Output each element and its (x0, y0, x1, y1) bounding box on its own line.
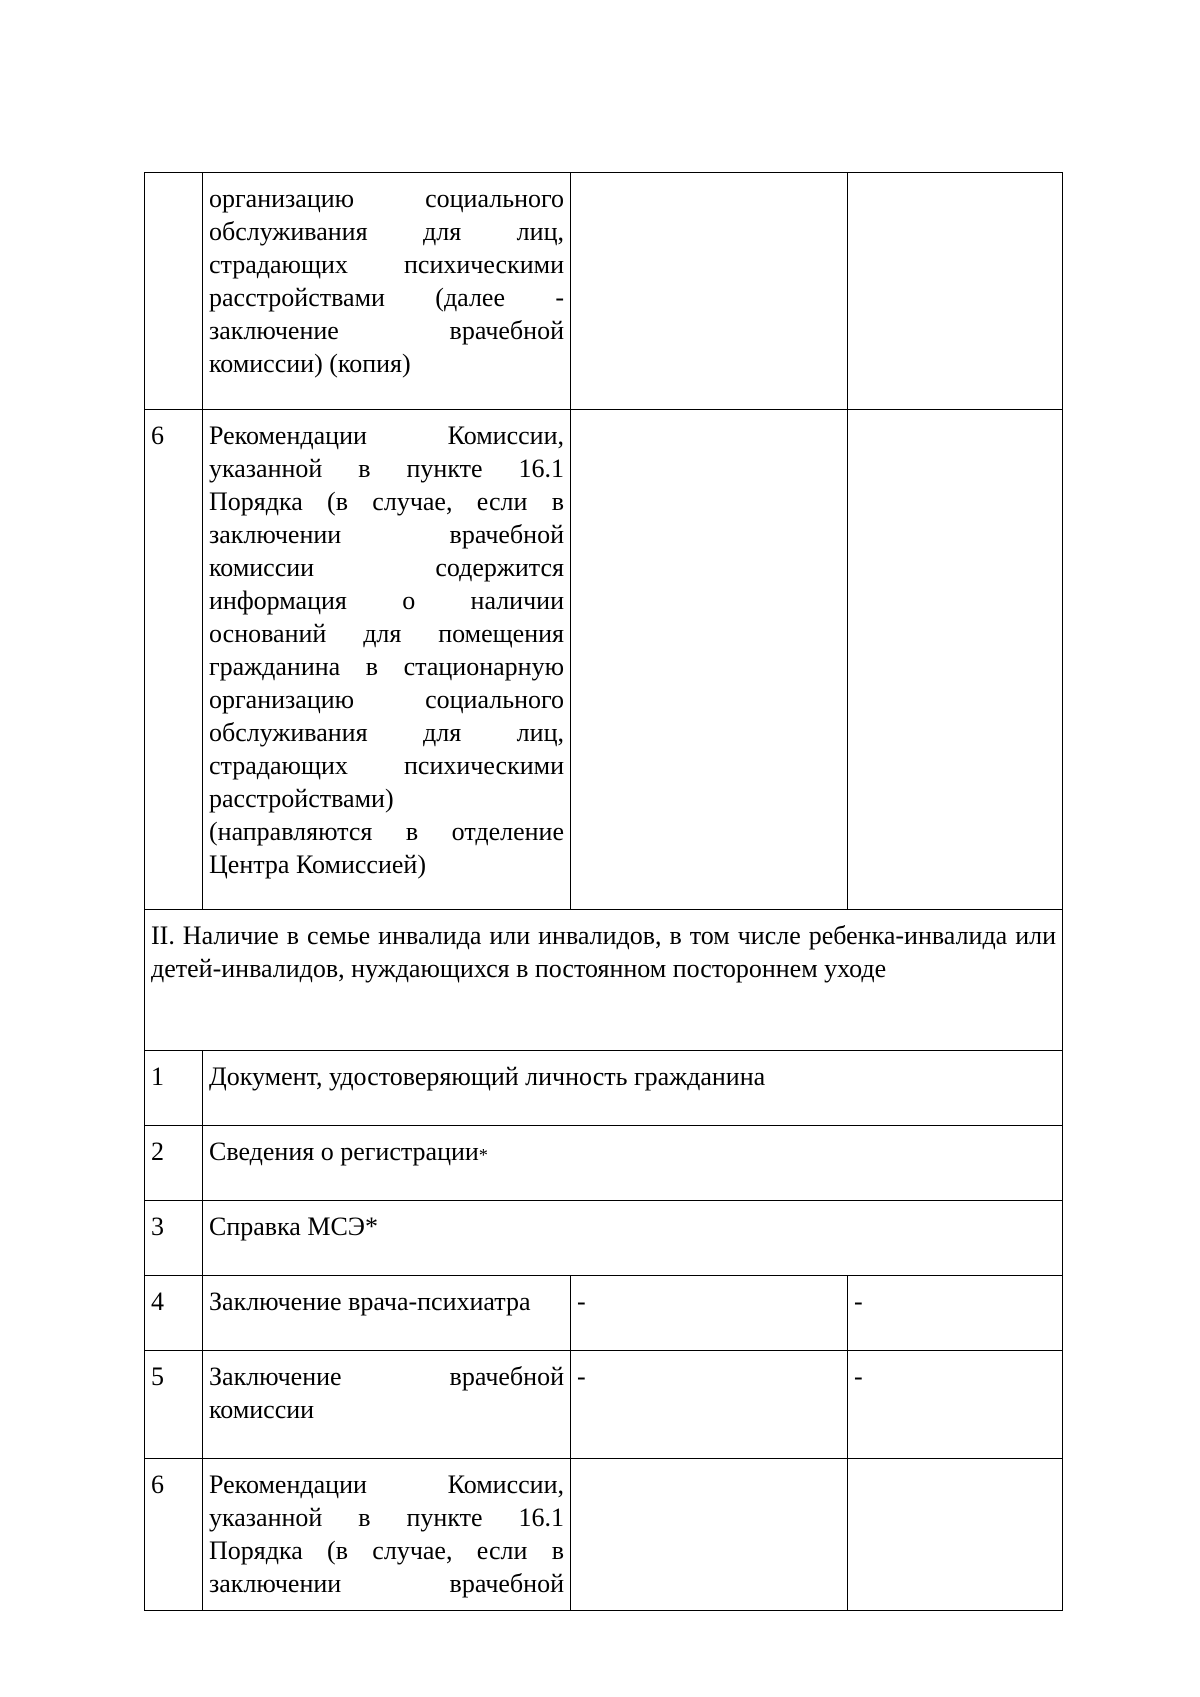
section-ii-heading-row (145, 910, 1063, 1051)
documents-table (144, 172, 1063, 1611)
table-row (145, 1201, 1063, 1276)
table-row (145, 1051, 1063, 1126)
section-ii-heading: II. Наличие в семье инвалида или инвалидов, в том числе ребенка-инвалида или детей-инвалидов, нуждающихся в постоянном постороннем уходе (145, 910, 1063, 1051)
text-line: оснований для помещения (209, 619, 564, 648)
table-row-6-continued (145, 1459, 1063, 1611)
text-line: гражданина в стационарную (209, 652, 564, 681)
text-line: обслуживания для лиц, (209, 718, 564, 747)
cell-col3: - (571, 1351, 848, 1459)
cell-col4 (848, 410, 1063, 910)
cell-col3 (571, 173, 848, 410)
text-line: заключении врачебной (209, 520, 564, 549)
table-row-continuation (145, 173, 1063, 410)
text-line: обслуживания для лиц, (209, 217, 564, 246)
cell-num: 5 (145, 1351, 203, 1459)
text-line: Порядка (в случае, если в (209, 1536, 564, 1565)
text-line: Заключение врачебной (209, 1362, 564, 1391)
text-line: страдающих психическими (209, 751, 564, 780)
text-line: комиссии) (копия) (209, 349, 411, 378)
table-row (145, 1276, 1063, 1351)
cell-num: 6 (145, 1459, 203, 1611)
cell-num: 6 (145, 410, 203, 910)
text-line: организацию социального (209, 685, 564, 714)
text-line: заключении врачебной (209, 1569, 564, 1598)
cell-description (203, 173, 571, 410)
table-row (145, 1126, 1063, 1201)
text-line: Сведения о регистрации (209, 1137, 479, 1166)
cell-col3 (571, 1459, 848, 1611)
cell-col4 (848, 173, 1063, 410)
cell-col3 (571, 410, 848, 910)
text-line: указанной в пункте 16.1 (209, 454, 564, 483)
cell-col4: - (848, 1276, 1063, 1351)
text-line: организацию социального (209, 184, 564, 213)
cell-description: Справка МСЭ* (203, 1201, 1063, 1276)
cell-num: 3 (145, 1201, 203, 1276)
cell-num: 2 (145, 1126, 203, 1201)
cell-num (145, 173, 203, 410)
cell-col4 (848, 1459, 1063, 1611)
text-line: расстройствами) (209, 784, 394, 813)
cell-description (203, 1459, 571, 1611)
text-line: Порядка (в случае, если в (209, 487, 564, 516)
text-line: информация о наличии (209, 586, 564, 615)
text-line: Рекомендации Комиссии, (209, 1470, 564, 1499)
cell-description (203, 1351, 571, 1459)
cell-description: Заключение врача-психиатра (203, 1276, 571, 1351)
text-line: Центра Комиссией) (209, 850, 426, 879)
text-line: комиссии содержится (209, 553, 564, 582)
cell-description (203, 410, 571, 910)
text-line: Рекомендации Комиссии, (209, 421, 564, 450)
cell-col4: - (848, 1351, 1063, 1459)
text-line: заключение врачебной (209, 316, 564, 345)
cell-description: Документ, удостоверяющий личность гражданина (203, 1051, 1063, 1126)
text-line: комиссии (209, 1395, 315, 1424)
table-row (145, 1351, 1063, 1459)
text-line: расстройствами (далее - (209, 283, 564, 312)
text-line: (направляются в отделение (209, 817, 564, 846)
table-row-6 (145, 410, 1063, 910)
text-line: указанной в пункте 16.1 (209, 1503, 564, 1532)
cell-col3: - (571, 1276, 848, 1351)
cell-description (203, 1126, 1063, 1201)
footnote-mark: * (478, 1145, 488, 1165)
cell-num: 4 (145, 1276, 203, 1351)
text-line: страдающих психическими (209, 250, 564, 279)
cell-num: 1 (145, 1051, 203, 1126)
